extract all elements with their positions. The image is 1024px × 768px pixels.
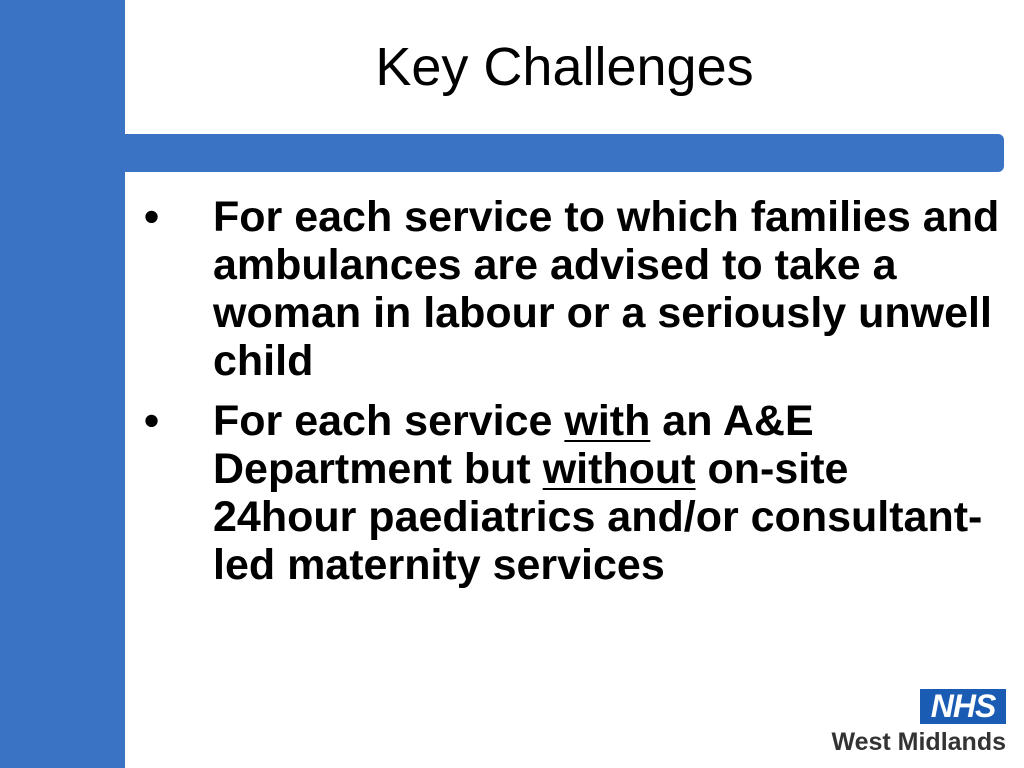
title-underline-bar bbox=[125, 134, 1004, 172]
nhs-badge: NHS bbox=[920, 689, 1006, 724]
bullet-list bbox=[140, 193, 1000, 601]
bullet-text-part-1: For each service bbox=[213, 397, 565, 445]
bullet-item-2 bbox=[140, 397, 1000, 589]
nhs-region-name: West Midlands bbox=[831, 728, 1006, 756]
bullet-text: For each service to which families and ambulances are advised to take a woman in labour or a seriously unwell child bbox=[213, 193, 1000, 385]
bullet-marker: • bbox=[144, 193, 160, 241]
bullet-text-part-2: an A&E Department but bbox=[213, 397, 814, 493]
bullet-item-1 bbox=[140, 193, 1000, 385]
underlined-word-without: without bbox=[542, 445, 696, 493]
left-accent-bar bbox=[0, 0, 125, 768]
slide-title: Key Challenges bbox=[375, 37, 754, 97]
underlined-word-with: with bbox=[564, 397, 651, 445]
nhs-logo bbox=[806, 689, 1006, 759]
bullet-marker: • bbox=[144, 397, 160, 445]
bullet-text-part-3: on-site 24hour paediatrics and/or consultant-led maternity services bbox=[213, 445, 983, 589]
